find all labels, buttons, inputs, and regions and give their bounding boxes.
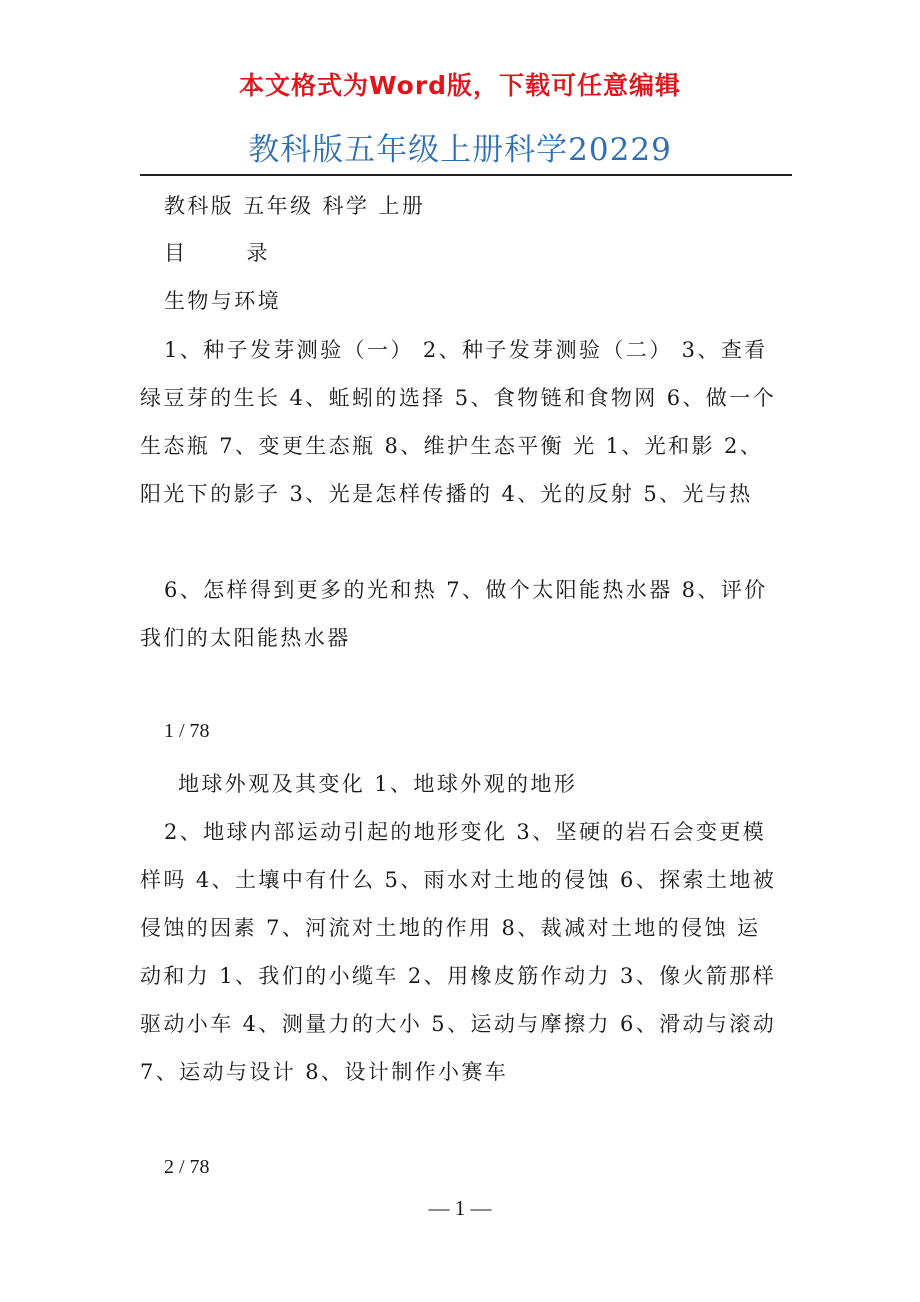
page2-paragraph: 2、地球内部运动引起的地形变化 3、坚硬的岩石会变更模样吗 4、土壤中有什么 5、雨水对土地的侵蚀 6、探索土地被侵蚀的因素 7、河流对土地的作用 8、裁减对土地的侵蚀 运动和力 1、我们的小缆车 2、用橡皮筋作动力 3、像火箭那样驱动小车 4、测量力的大小 5、运动与摩擦力 6、滑动与滚动 7、运动与设计 8、设计制作小赛车 xyxy=(140,820,777,1084)
title-divider xyxy=(140,174,792,176)
page2-heading: 地球外观及其变化 1、地球外观的地形 xyxy=(178,772,578,796)
toc-paragraph-2: 6、怎样得到更多的光和热 7、做个太阳能热水器 8、评价我们的太阳能热水器 xyxy=(140,578,768,650)
unit-heading: 生物与环境 xyxy=(164,289,281,313)
document-title: 教科版五年级上册科学20229 xyxy=(248,132,672,168)
page-footer: — 1 — xyxy=(428,1196,492,1220)
subject-line: 教科版 五年级 科学 上册 xyxy=(164,194,426,218)
word-format-banner: 本文格式为Word版，下载可任意编辑 xyxy=(238,71,682,100)
page-label-2: 2 / 78 xyxy=(164,1156,210,1178)
page-label-1: 1 / 78 xyxy=(164,720,210,742)
toc-paragraph-1: 1、种子发芽测验（一） 2、种子发芽测验（二） 3、查看绿豆芽的生长 4、蚯蚓的选择 5、食物链和食物网 6、做一个生态瓶 7、变更生态瓶 8、维护生态平衡 光 1、光和影 2、阳光下的影子 3、光是怎样传播的 4、光的反射 5、光与热 xyxy=(140,338,777,506)
toc-heading: 目 录 xyxy=(164,241,270,265)
